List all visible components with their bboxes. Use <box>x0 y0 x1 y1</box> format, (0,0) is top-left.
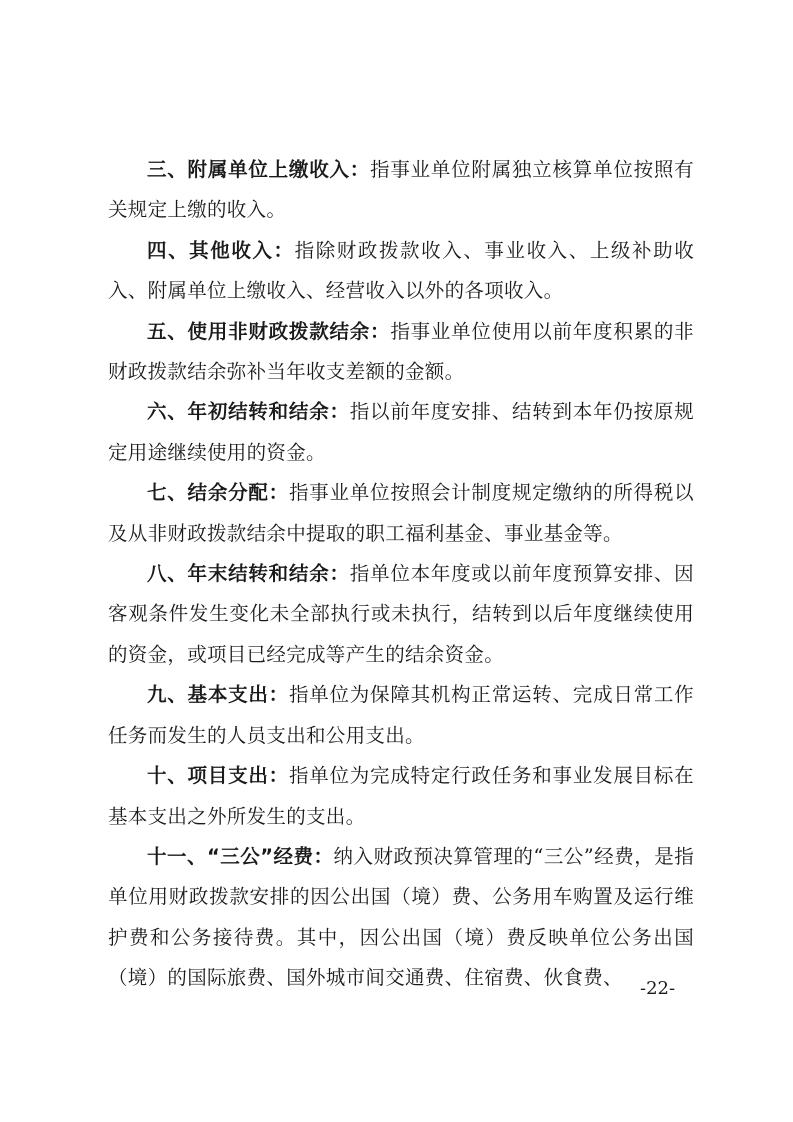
paragraph-basic-expenditure <box>108 675 694 756</box>
paragraph-surplus-distribution <box>108 473 694 554</box>
term-definition: 指单位为保障其机构正常运转、完成日常工作任务而发生的人员支出和公用支出。 <box>108 683 694 747</box>
document-body <box>108 150 694 999</box>
term-definition: 指除财政拨款收入、事业收入、上级补助收入、附属单位上缴收入、经营收入以外的各项收入。 <box>108 238 695 303</box>
term-definition: 指事业单位使用以前年度积累的非财政拨款结余弥补当年收支差额的金额。 <box>108 319 694 384</box>
term-heading: 五、使用非财政拨款结余： <box>147 319 391 343</box>
paragraph-other-income <box>108 231 694 312</box>
term-heading: 十一、“三公”经费： <box>147 844 334 868</box>
term-definition: 指单位本年度或以前年度预算安排、因客观条件发生变化未全部执行或未执行，结转到以后年度继续使用的资金，或项目已经完成等产生的结余资金。 <box>108 562 694 666</box>
term-definition: 指单位为完成特定行政任务和事业发展目标在基本支出之外所发生的支出。 <box>108 764 694 828</box>
term-heading: 八、年末结转和结余： <box>147 562 350 586</box>
term-heading: 七、结余分配： <box>147 481 289 505</box>
term-definition: 指事业单位附属独立核算单位按照有关规定上缴的收入。 <box>108 158 694 222</box>
paragraph-project-expenditure <box>108 756 694 837</box>
term-heading: 十、项目支出： <box>147 764 289 788</box>
term-definition: 指事业单位按照会计制度规定缴纳的所得税以及从非财政拨款结余中提取的职工福利基金、事业基金等。 <box>108 481 694 545</box>
paragraph-three-public-expenses <box>108 837 694 999</box>
paragraph-beginning-carryover <box>108 392 694 473</box>
term-heading: 四、其他收入： <box>147 238 295 262</box>
page-number: -22- <box>640 978 676 999</box>
term-heading: 六、年初结转和结余： <box>147 400 350 424</box>
paragraph-year-end-carryover <box>108 554 694 675</box>
term-definition: 指以前年度安排、结转到本年仍按原规定用途继续使用的资金。 <box>108 400 694 464</box>
paragraph-non-fiscal-surplus-use <box>108 312 694 393</box>
term-heading: 三、附属单位上缴收入： <box>147 158 371 181</box>
paragraph-attached-unit-income <box>108 150 694 231</box>
term-definition: 纳入财政预决算管理的“三公”经费，是指单位用财政拨款安排的因公出国（境）费、公务用车购置及运行维护费和公务接待费。其中，因公出国（境）费反映单位公务出国（境）的国际旅费、国外城市间交通费、住宿费、伙食费、 <box>108 844 694 990</box>
term-heading: 九、基本支出： <box>147 683 289 707</box>
